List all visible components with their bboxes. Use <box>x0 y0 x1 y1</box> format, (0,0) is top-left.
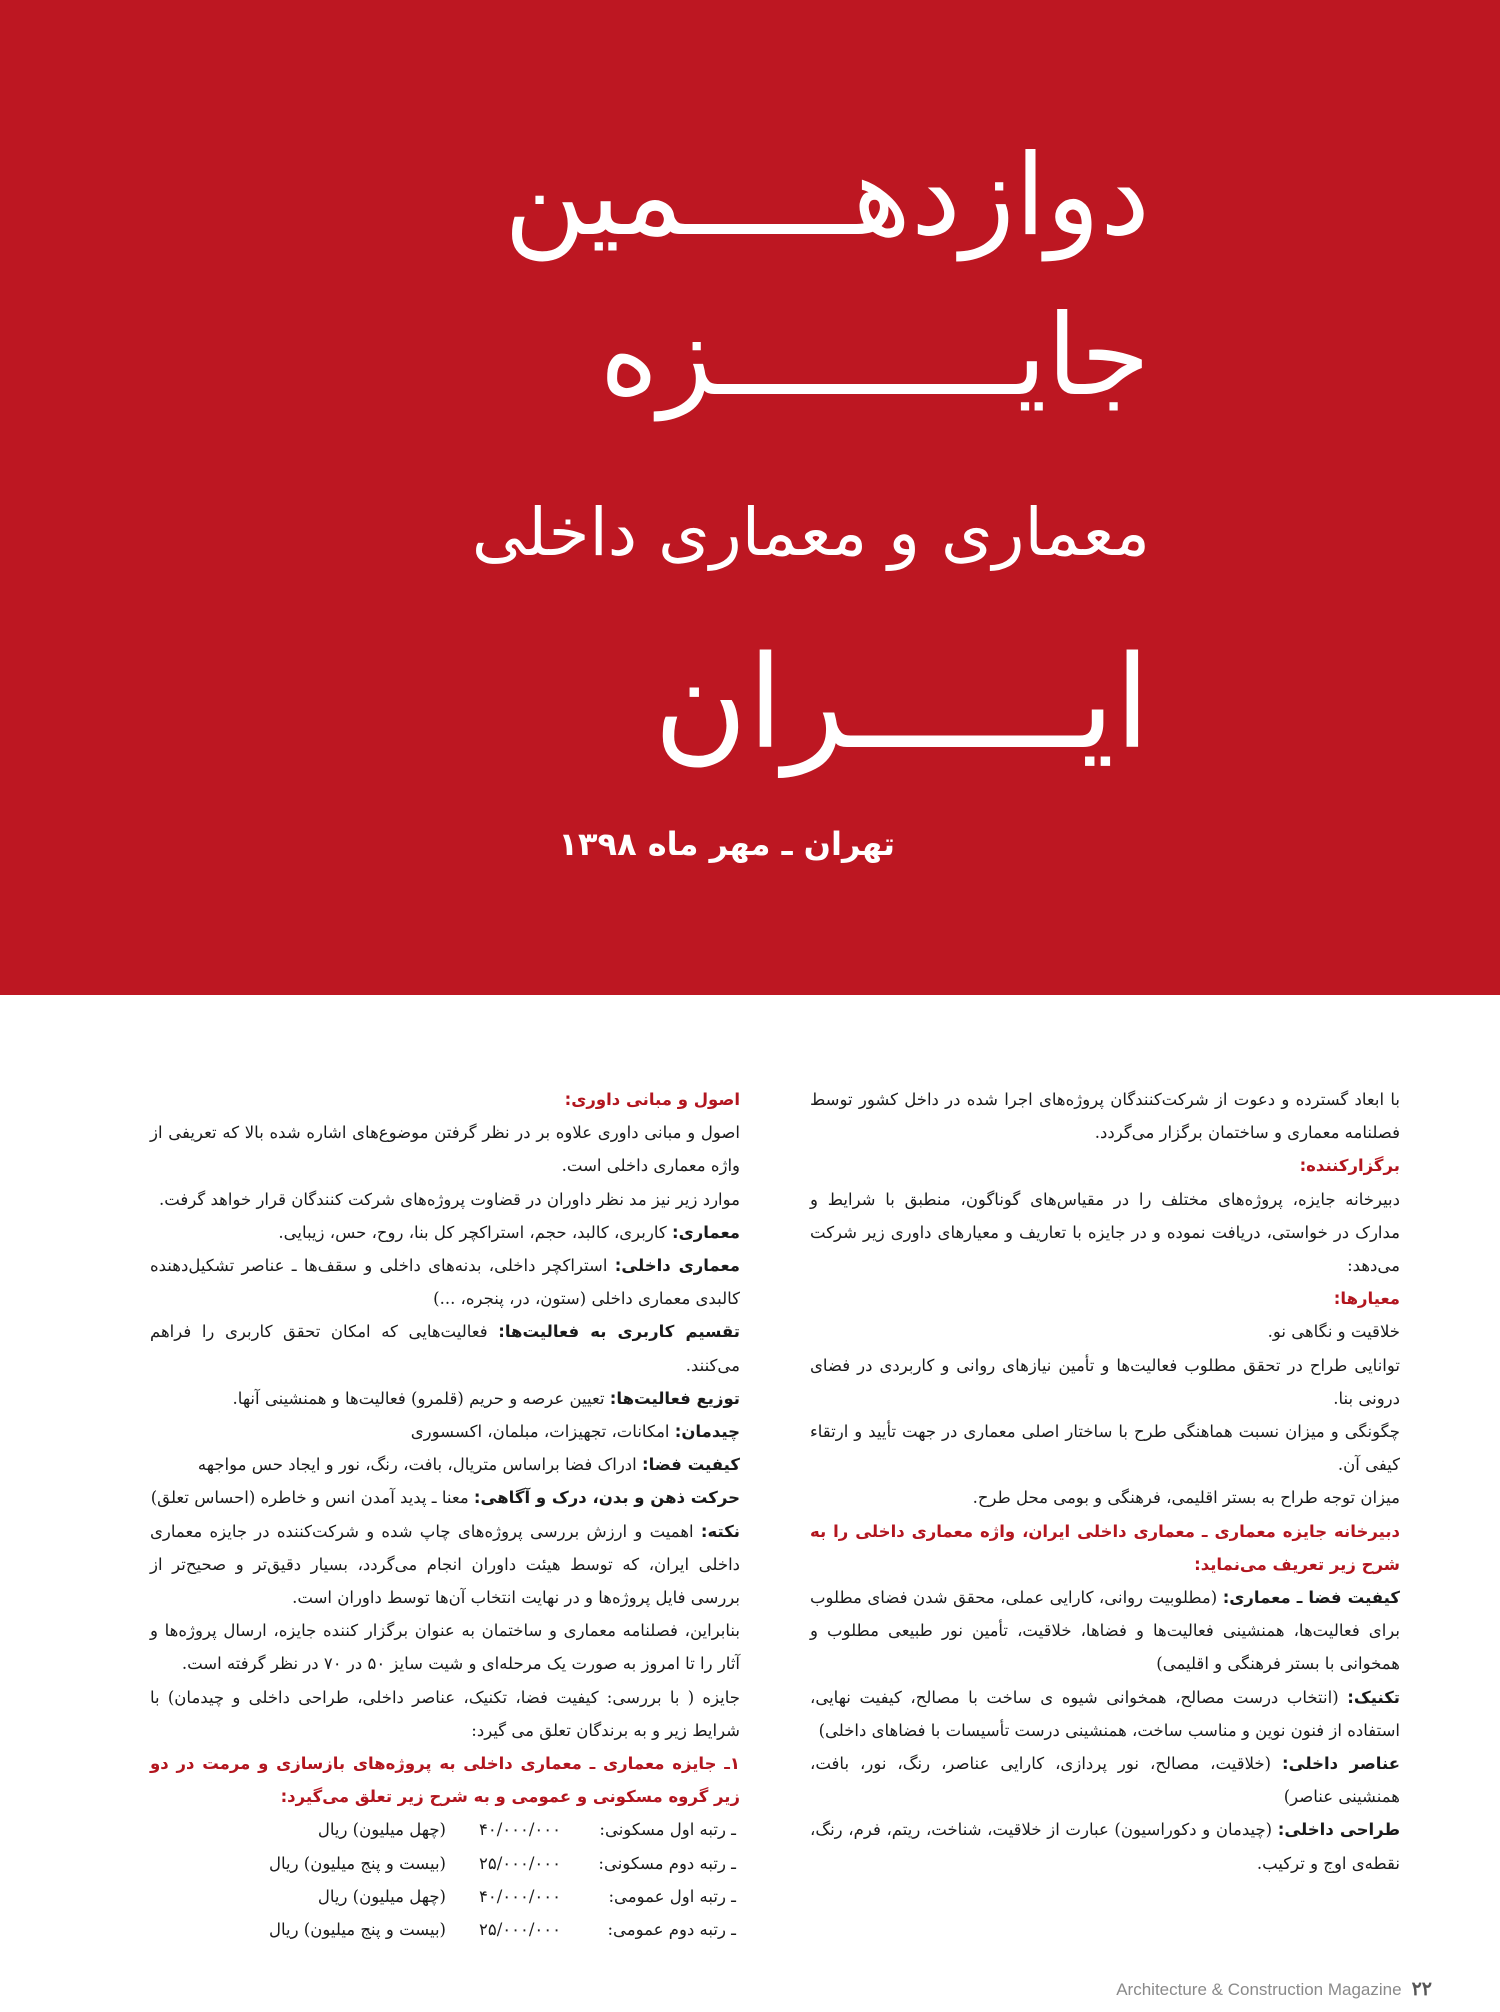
term-paragraph <box>150 1315 740 1381</box>
body-paragraph: دبیرخانه جایزه، پروژه‌های مختلف را در مقیاس‌های گوناگون، منطبق با شرایط و مدارک در خواستی، دریافت نموده و در جایزه با تعاریف و معیارهای داوری زیر شرکت می‌دهد: <box>810 1189 1400 1276</box>
left-column <box>150 1083 740 1946</box>
prize-rank: ـ رتبه دوم مسکونی: <box>598 1853 736 1873</box>
term-text: (خلاقیت، مصالح، نور پردازی، کارایی عناصر، رنگ، نور، بافت، همنشینی عناصر) <box>810 1754 1400 1807</box>
prize-words: (چهل میلیون) ریال <box>317 1820 446 1840</box>
term-text: (انتخاب درست مصالح، همخوانی شیوه ی ساخت با مصالح، کیفیت نهایی، استفاده از فنون نوین و مناسب ساخت، همنشینی درست تأسیسات با فضاهای داخلی) <box>810 1687 1400 1740</box>
section-heading: ۱ـ جایزه معماری ـ معماری داخلی به پروژه‌های بازسازی و مرمت در دو زیر گروه مسکونی و عمومی و به شرح زیر تعلق می‌گیرد: <box>150 1754 740 1807</box>
term-key: نکته: <box>700 1521 740 1541</box>
prize-row <box>150 1813 740 1846</box>
term-paragraph <box>150 1216 740 1249</box>
body-paragraph: با ابعاد گسترده و دعوت از شرکت‌کنندگان پروژه‌های اجرا شده در داخل کشور توسط فصلنامه معماری و ساختمان برگزار می‌گردد. <box>810 1090 1400 1143</box>
term-paragraph <box>150 1415 740 1448</box>
body-paragraph: میزان توجه طراح به بستر اقلیمی، فرهنگی و بومی محل طرح. <box>972 1488 1400 1508</box>
term-key: کیفیت فضا: <box>641 1455 740 1475</box>
term-paragraph <box>150 1515 740 1615</box>
prize-amount: ۴۰/۰۰۰/۰۰۰ <box>478 1886 561 1906</box>
term-key: عناصر داخلی: <box>1282 1754 1400 1774</box>
term-paragraph <box>810 1581 1400 1681</box>
term-text: فعالیت‌هایی که امکان تحقق کاربری را فراهم می‌کنند. <box>150 1322 740 1375</box>
term-text: کاربری، کالبد، حجم، استراکچر کل بنا، روح، حس، زیبایی. <box>278 1222 672 1242</box>
term-key: تقسیم کاربری به فعالیت‌ها: <box>498 1322 741 1342</box>
prize-amount: ۴۰/۰۰۰/۰۰۰ <box>478 1820 561 1840</box>
body-paragraph: توانایی طراح در تحقق مطلوب فعالیت‌ها و تأمین نیازهای روانی و کاربردی در فضای درونی بنا. <box>810 1355 1400 1408</box>
prize-words: (چهل میلیون) ریال <box>317 1886 446 1906</box>
prize-amount: ۲۵/۰۰۰/۰۰۰ <box>478 1853 561 1873</box>
term-paragraph <box>150 1448 740 1481</box>
term-text: (چیدمان و دکوراسیون) عبارت از خلاقیت، شناخت، ریتم، فرم، رنگ، نقطه‌ی اوج و ترکیب. <box>810 1820 1400 1873</box>
term-text: (مطلوبیت روانی، کارایی عملی، محقق شدن فضای مطلوب برای فعالیت‌ها، همنشینی فعالیت‌ها و فضاها، خلاقیت، تأمین نور طبیعی مطلوب و همخوانی با بستر فرهنگی و اقلیمی) <box>810 1588 1400 1674</box>
prize-rank: ـ رتبه اول مسکونی: <box>599 1820 736 1840</box>
term-paragraph <box>810 1747 1400 1813</box>
prize-rank: ـ رتبه دوم عمومی: <box>607 1920 736 1940</box>
term-text: تعیین عرصه و حریم (قلمرو) فعالیت‌ها و همنشینی آنها. <box>232 1388 610 1408</box>
body-paragraph: موارد زیر نیز مد نظر داوران در قضاوت پروژه‌های شرکت کنندگان قرار خواهد گرفت. <box>158 1189 740 1209</box>
magazine-name: Architecture & Construction Magazine <box>1116 1980 1402 1999</box>
prize-row <box>150 1880 740 1913</box>
section-heading: برگزارکننده: <box>1299 1156 1400 1176</box>
prize-rank: ـ رتبه اول عمومی: <box>608 1886 736 1906</box>
prize-row <box>150 1913 740 1946</box>
term-key: تکنیک: <box>1347 1687 1400 1707</box>
term-paragraph <box>150 1382 740 1415</box>
prize-row <box>150 1847 740 1880</box>
body-paragraph: خلاقیت و نگاهی نو. <box>1267 1322 1400 1342</box>
term-paragraph <box>810 1813 1400 1879</box>
page-footer <box>1116 1978 1432 2001</box>
term-key: چیدمان: <box>674 1422 740 1442</box>
term-paragraph <box>150 1481 740 1514</box>
prize-amount: ۲۵/۰۰۰/۰۰۰ <box>478 1920 561 1940</box>
term-key: معماری: <box>671 1222 740 1242</box>
term-paragraph <box>150 1249 740 1315</box>
title-banner <box>0 0 1500 995</box>
section-heading: دبیرخانه جایزه معماری ـ معماری داخلی ایران، واژه معماری داخلی را به شرح زیر تعریف می‌نماید: <box>810 1521 1400 1574</box>
right-column <box>810 1083 1400 1880</box>
section-heading: اصول و مبانی داوری: <box>564 1090 740 1109</box>
title-line-3: معماری و معماری داخلی <box>471 494 1150 571</box>
page-number: ۲۲ <box>1411 1979 1432 2000</box>
term-text: استراکچر داخلی، بدنه‌های داخلی و سقف‌ها ـ عناصر تشکیل‌دهنده کالبدی معماری داخلی (ستون، در، پنجره، ...) <box>150 1256 740 1309</box>
term-key: کیفیت فضا ـ معماری: <box>1222 1588 1401 1608</box>
term-text: امکانات، تجهیزات، مبلمان، اکسسوری <box>410 1422 675 1442</box>
prize-words: (بیست و پنج میلیون) ریال <box>268 1853 446 1873</box>
term-key: توزیع فعالیت‌ها: <box>609 1388 740 1408</box>
term-key: حرکت ذهن و بدن، درک و آگاهی: <box>473 1488 740 1508</box>
prize-words: (بیست و پنج میلیون) ریال <box>268 1920 446 1940</box>
title-line-1: دوازدهـــــمین <box>504 131 1150 261</box>
term-text: معنا ـ پدید آمدن انس و خاطره (احساس تعلق) <box>150 1488 474 1508</box>
title-line-2: جایـــــــــزه <box>599 291 1150 421</box>
term-paragraph <box>810 1681 1400 1747</box>
section-heading: معیارها: <box>1333 1289 1400 1309</box>
body-paragraph: جایزه ( با بررسی: کیفیت فضا، تکنیک، عناصر داخلی، طراحی داخلی و چیدمان) با شرایط زیر و به برندگان تعلق می گیرد: <box>150 1687 740 1740</box>
term-key: معماری داخلی: <box>614 1256 740 1276</box>
body-paragraph: چگونگی و میزان نسبت هماهنگی طرح با ساختار اصلی معماری در جهت تأیید و ارتقاء کیفی آن. <box>810 1422 1400 1475</box>
title-line-4: ایــــــران <box>653 629 1150 778</box>
term-key: طراحی داخلی: <box>1277 1820 1400 1840</box>
term-text: اهمیت و ارزش بررسی پروژه‌های چاپ شده و شرکت‌کننده در جایزه معماری داخلی ایران، که توسط هیئت داوران انجام می‌گردد، بسیار دقیق‌تر و صحیح‌تر از بررسی فایل پروژه‌ها و در نهایت انتخاب آن‌ها توسط داوران است. <box>150 1521 740 1608</box>
body-paragraph: اصول و مبانی داوری علاوه بر در نظر گرفتن موضوع‌های اشاره شده بالا که تعریفی از واژه معماری داخلی است. <box>150 1123 740 1176</box>
body-paragraph: بنابراین، فصلنامه معماری و ساختمان به عنوان برگزار کننده جایزه، ارسال پروژه‌ها و آثار را تا امروز به صورت یک مرحله‌ای و شیت سایز ۵۰ در ۷۰ در نظر گرفته است. <box>150 1621 740 1674</box>
term-text: ادراک فضا براساس متریال، بافت، رنگ، نور و ایجاد حس مواجهه <box>197 1455 642 1475</box>
event-date: تهران ـ مهر ماه ۱۳۹۸ <box>558 825 895 863</box>
